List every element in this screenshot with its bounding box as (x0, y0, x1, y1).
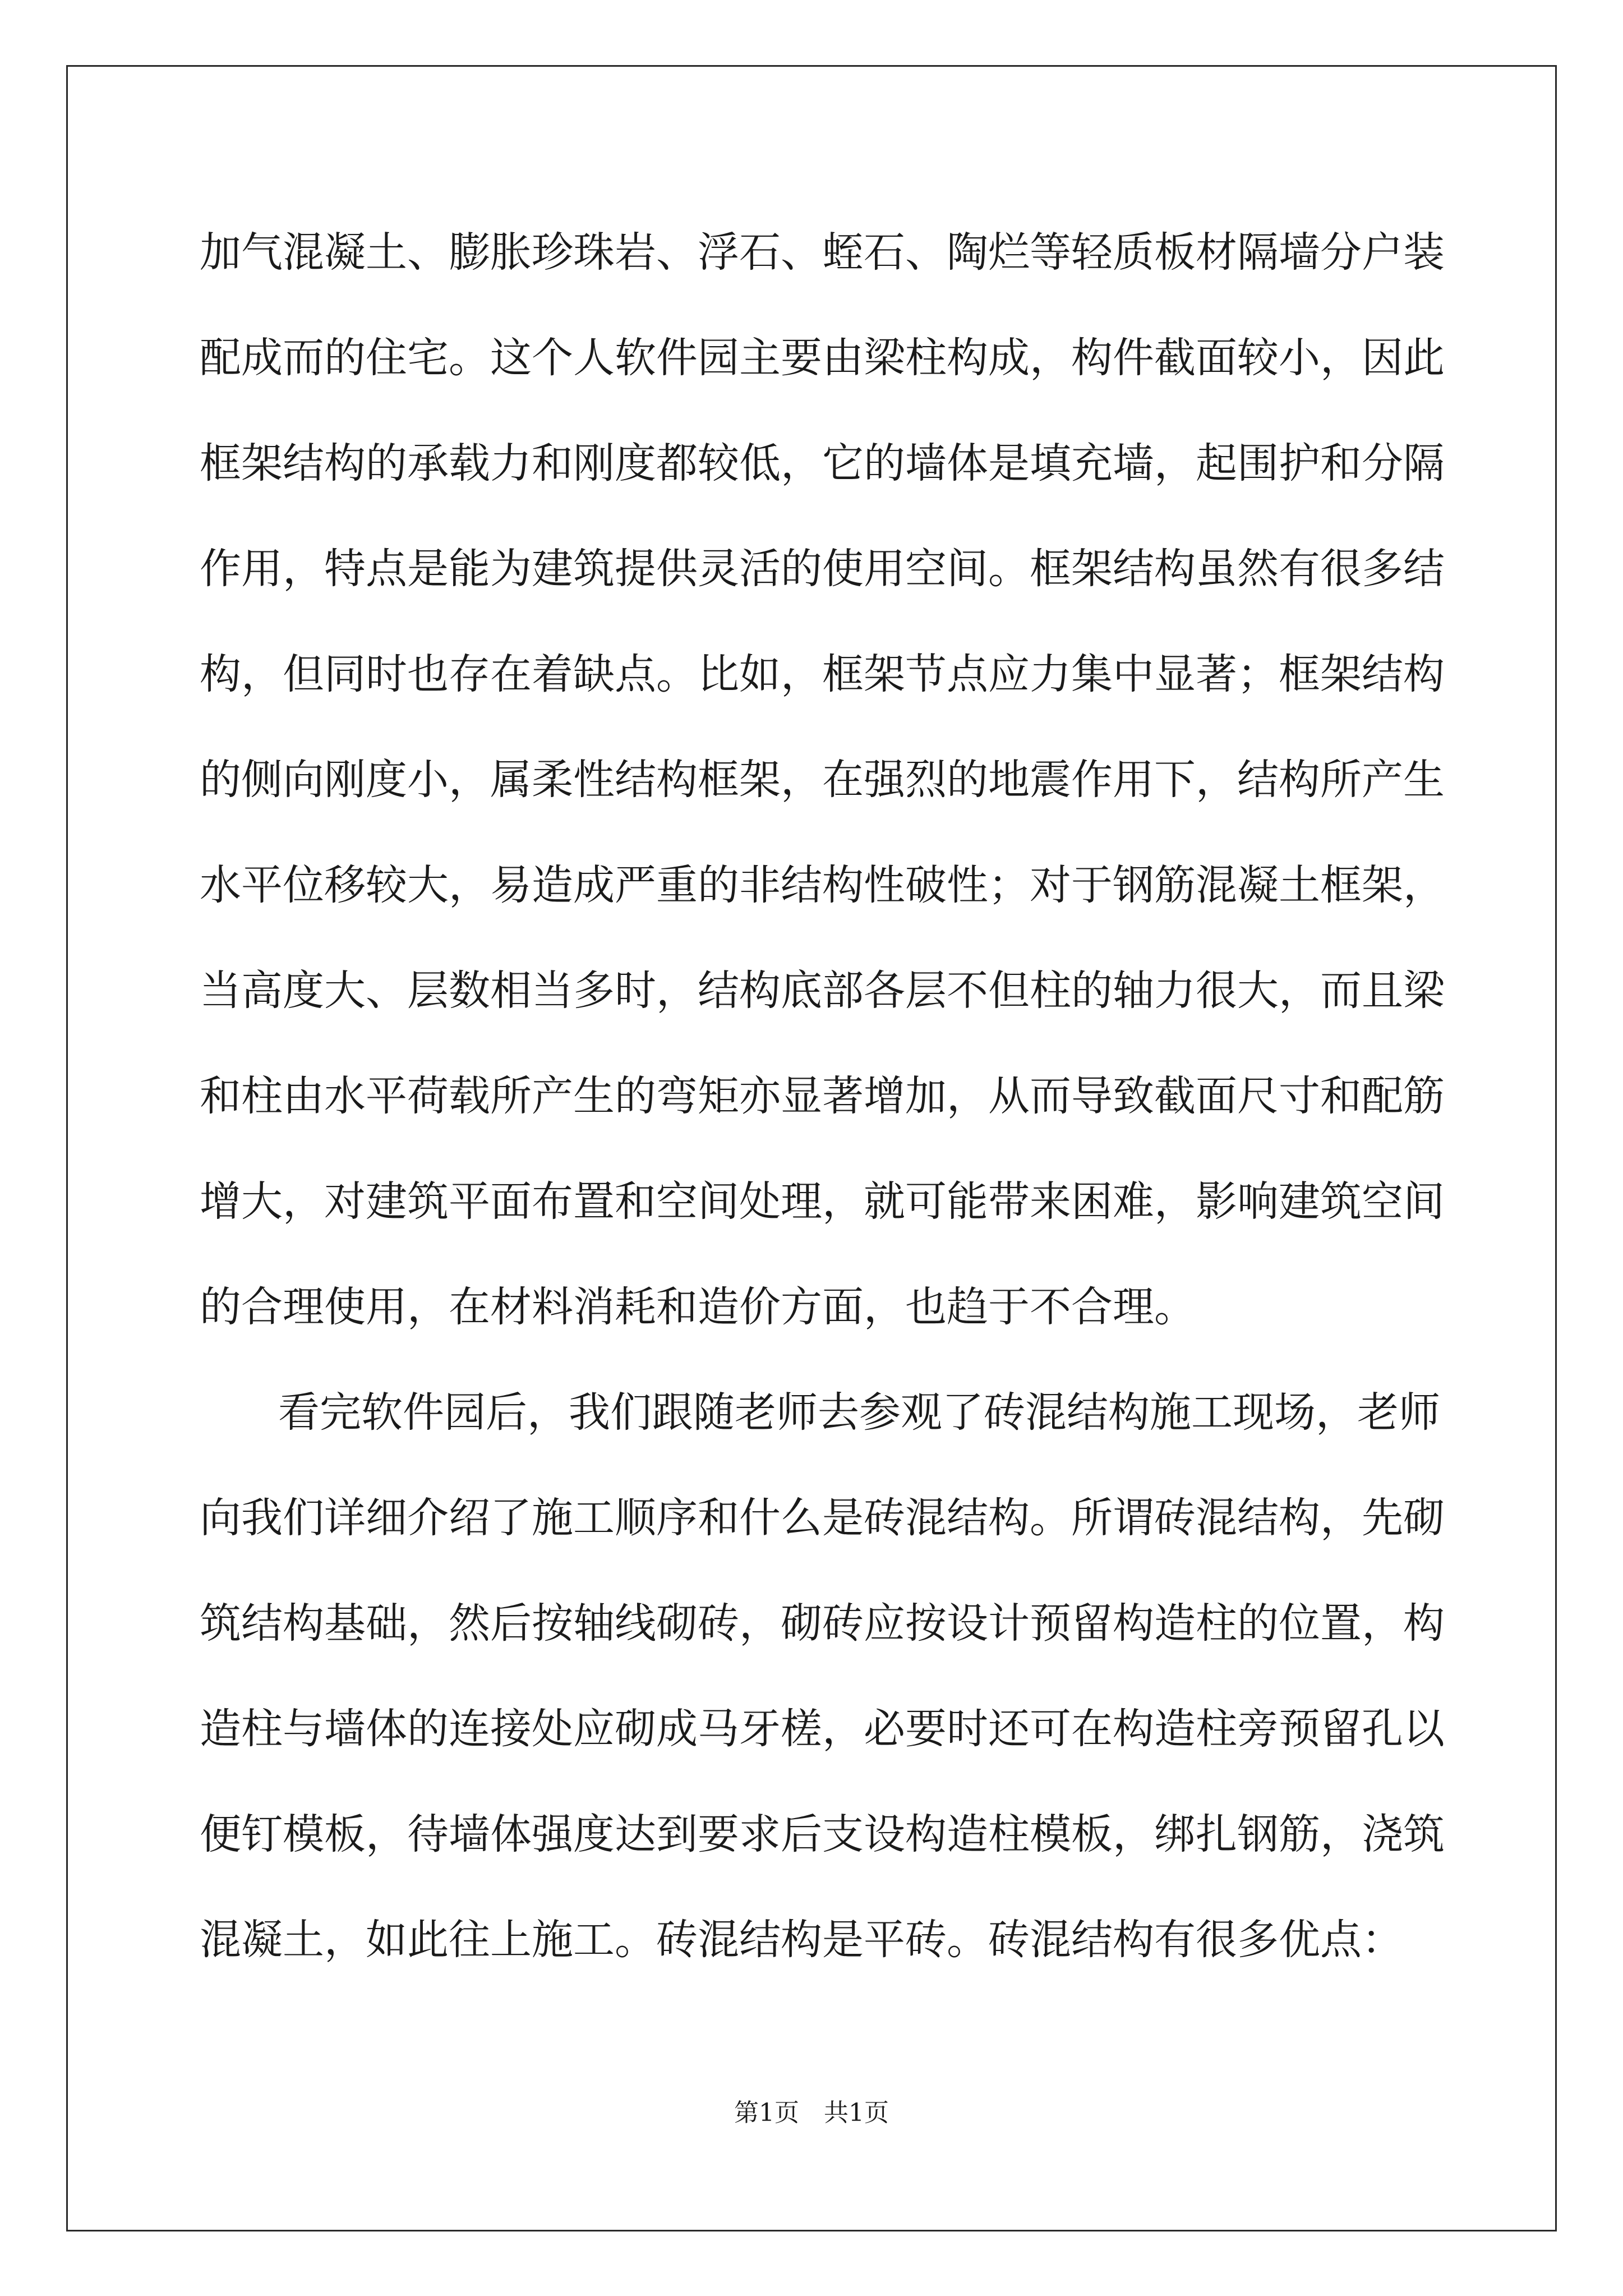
text-line: 混凝土，如此往上施工。砖混结构是平砖。砖混结构有很多优点： (200, 1916, 1403, 1964)
text-line: 筑结构基础，然后按轴线砌砖，砌砖应按设计预留构造柱的位置，构 (200, 1599, 1445, 1648)
text-line: 便钉模板，待墙体强度达到要求后支设构造柱模板，绑扎钢筋，浇筑 (200, 1810, 1445, 1858)
text-line: 的侧向刚度小，属柔性结构框架，在强烈的地震作用下，结构所产生 (200, 756, 1445, 804)
text-line: 框架结构的承载力和刚度都较低，它的墙体是填充墙，起围护和分隔 (200, 439, 1445, 487)
paragraph-1 (200, 219, 1445, 1379)
text-line: 构，但同时也存在着缺点。比如，框架节点应力集中显著；框架结构 (200, 650, 1445, 698)
text-line: 配成而的住宅。这个人软件园主要由梁柱构成，构件截面较小，因此 (200, 334, 1445, 382)
text-line: 和柱由水平荷载所产生的弯矩亦显著增加，从而导致截面尺寸和配筋 (200, 1072, 1445, 1120)
document-body (200, 219, 1445, 2012)
text-line: 作用，特点是能为建筑提供灵活的使用空间。框架结构虽然有很多结 (200, 545, 1445, 593)
text-line: 加气混凝土、膨胀珍珠岩、浮石、蛭石、陶烂等轻质板材隔墙分户装 (200, 228, 1445, 277)
text-line: 当高度大、层数相当多时，结构底部各层不但柱的轴力很大，而且梁 (200, 967, 1445, 1015)
paragraph-2 (200, 1379, 1445, 2012)
text-line: 增大，对建筑平面布置和空间处理，就可能带来困难，影响建筑空间 (200, 1177, 1445, 1226)
text-line: 的合理使用，在材料消耗和造价方面，也趋于不合理。 (200, 1283, 1196, 1331)
text-line: 水平位移较大，易造成严重的非结构性破性；对于钢筋混凝土框架， (200, 861, 1445, 909)
page-number-footer: 第1页 共1页 (734, 2099, 889, 2127)
text-line: 看完软件园后，我们跟随老师去参观了砖混结构施工现场，老师 (278, 1388, 1440, 1437)
text-line: 造柱与墙体的连接处应砌成马牙槎，必要时还可在构造柱旁预留孔以 (200, 1705, 1445, 1753)
text-line: 向我们详细介绍了施工顺序和什么是砖混结构。所谓砖混结构，先砌 (200, 1494, 1445, 1542)
